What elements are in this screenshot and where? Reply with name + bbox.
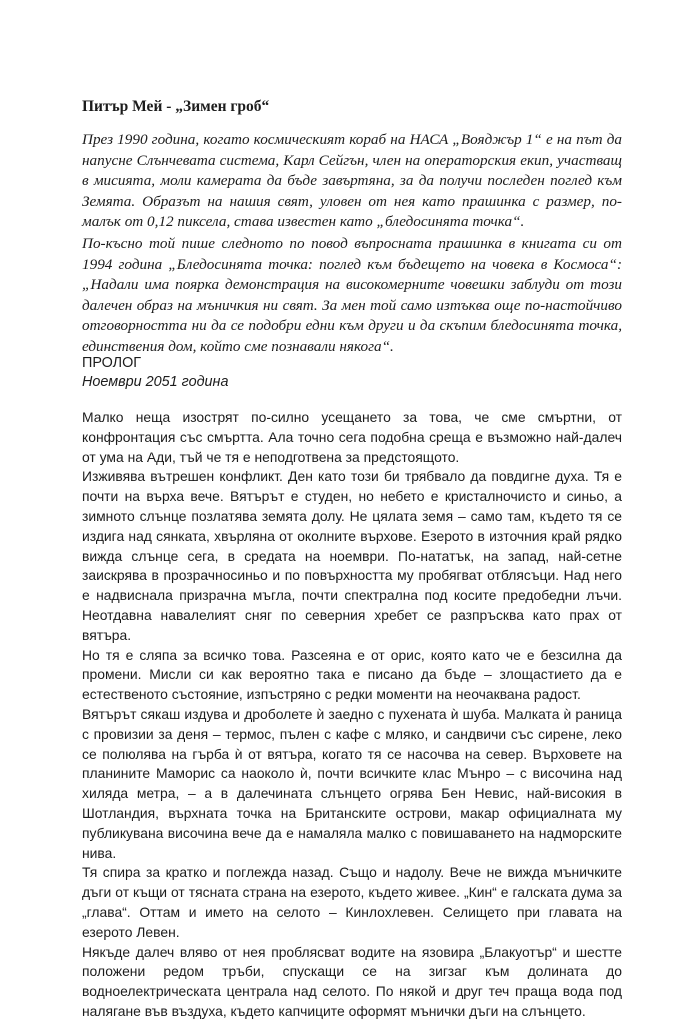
- story-paragraph: Изживява вътрешен конфликт. Ден като този би трябвало да повдигне духа. Тя е почти на върха вече. Вятърът е студен, но небето е кристалночисто и синьо, а зимното слънце позлатява земята долу. Не цялата земя – само там, където тя се издига над сянката, хвърляна от околните върхове. Езерото в източния край рядко вижда слънце сега, в средата на ноември. По-нататък, на запад, най-сетне заискрява в прозрачносиньо и по повърхността му пробягват отблясъци. Над него е надвиснала призрачна мъгла, почти спектрална под косите предобедни лъчи. Неотдавна навалелият сняг по северния хребет се разпръсква като прах от вятъра.: [82, 468, 622, 643]
- prolog-heading: ПРОЛОГ: [82, 355, 142, 371]
- document-title: Питър Мей - „Зимен гроб“: [82, 98, 270, 115]
- story-paragraph: Някъде далеч вляво от нея проблясват водите на язовира „Блакуотър“ и шестте положени редом тръби, спускащи се на зигзаг към долината до водноелектрическата централа над селото. По някой и друг теч праща вода под налягане във въздуха, където капчиците оформят мънички дъги на слънцето.: [82, 943, 622, 1019]
- story-paragraph: Вятърът сякаш издува и дроболете ѝ заедно с пухената ѝ шуба. Малката ѝ раница с провизии за деня – термос, пълен с кафе с мляко, и сандвичи със сирене, леко се полюлява на гърба ѝ от вятъра, когато тя се насочва на север. Върховете на планините Маморис са наоколо ѝ, почти всичките клас Мънро – с височина над хиляда метра, – а в далечината слънцето огрява Бен Невис, най-високия в Шотландия, върхната точка на Британските острови, макар официалната му публикувана височина вече да е намаляла малко с повишаването на надморските нива.: [82, 705, 622, 861]
- story-paragraph: Но тя е сляпа за всичко това. Разсеяна е от орис, която като че е безсилна да промени. Мисли си как вероятно така е писано да бъде – злощастието да е естественото състояние, изпъстряно с редки моменти на неочаквана радост.: [82, 646, 622, 703]
- story-paragraph: Тя спира за кратко и поглежда назад. Също и надолу. Вече не вижда мъничките дъги от къщи от тясната страна на езерото, където живее. „Кин“ е галската дума за „глава“. Оттам и името на селото – Кинлохлевен. Селището при главата на езерото Левен.: [82, 864, 622, 940]
- intro-paragraph: През 1990 година, когато космическият кораб на НАСА „Вояджър 1“ е на път да напусне Слънчевата система, Карл Сейгън, член на операторския екип, участващ в мисията, моли камерата да бъде завъртяна, за да получи последен поглед към Земята. Образът на нашия свят, уловен от нея като прашинка с размер, по-малък от 0,12 пиксела, става известен като „бледосинята точка“.: [82, 131, 622, 231]
- prolog-date: Ноември 2051 година: [82, 374, 229, 390]
- story-paragraph: Малко неща изострят по-силно усещането за това, че сме смъртни, от конфронтация със смъртта. Ала точно сега подобна среща е възможно най-далеч от ума на Ади, тъй че тя е неподготвена за предстоящото.: [82, 409, 622, 465]
- intro-paragraph: По-късно той пише следното по повод въпросната прашинка в книгата си от 1994 година „Бледосинята точка: поглед към бъдещето на човека в Космоса“: „Надали има поярка демонстрация на високомерните човешки заблуди от този далечен образ на мъничкия ни свят. За мен той само изтъква още по-настойчиво отговорността ни да се подобри едни към други и да скъпим бледосинята точка, единствения дом, който сме познавали някога“.: [82, 235, 622, 355]
- story-body: [82, 408, 622, 1022]
